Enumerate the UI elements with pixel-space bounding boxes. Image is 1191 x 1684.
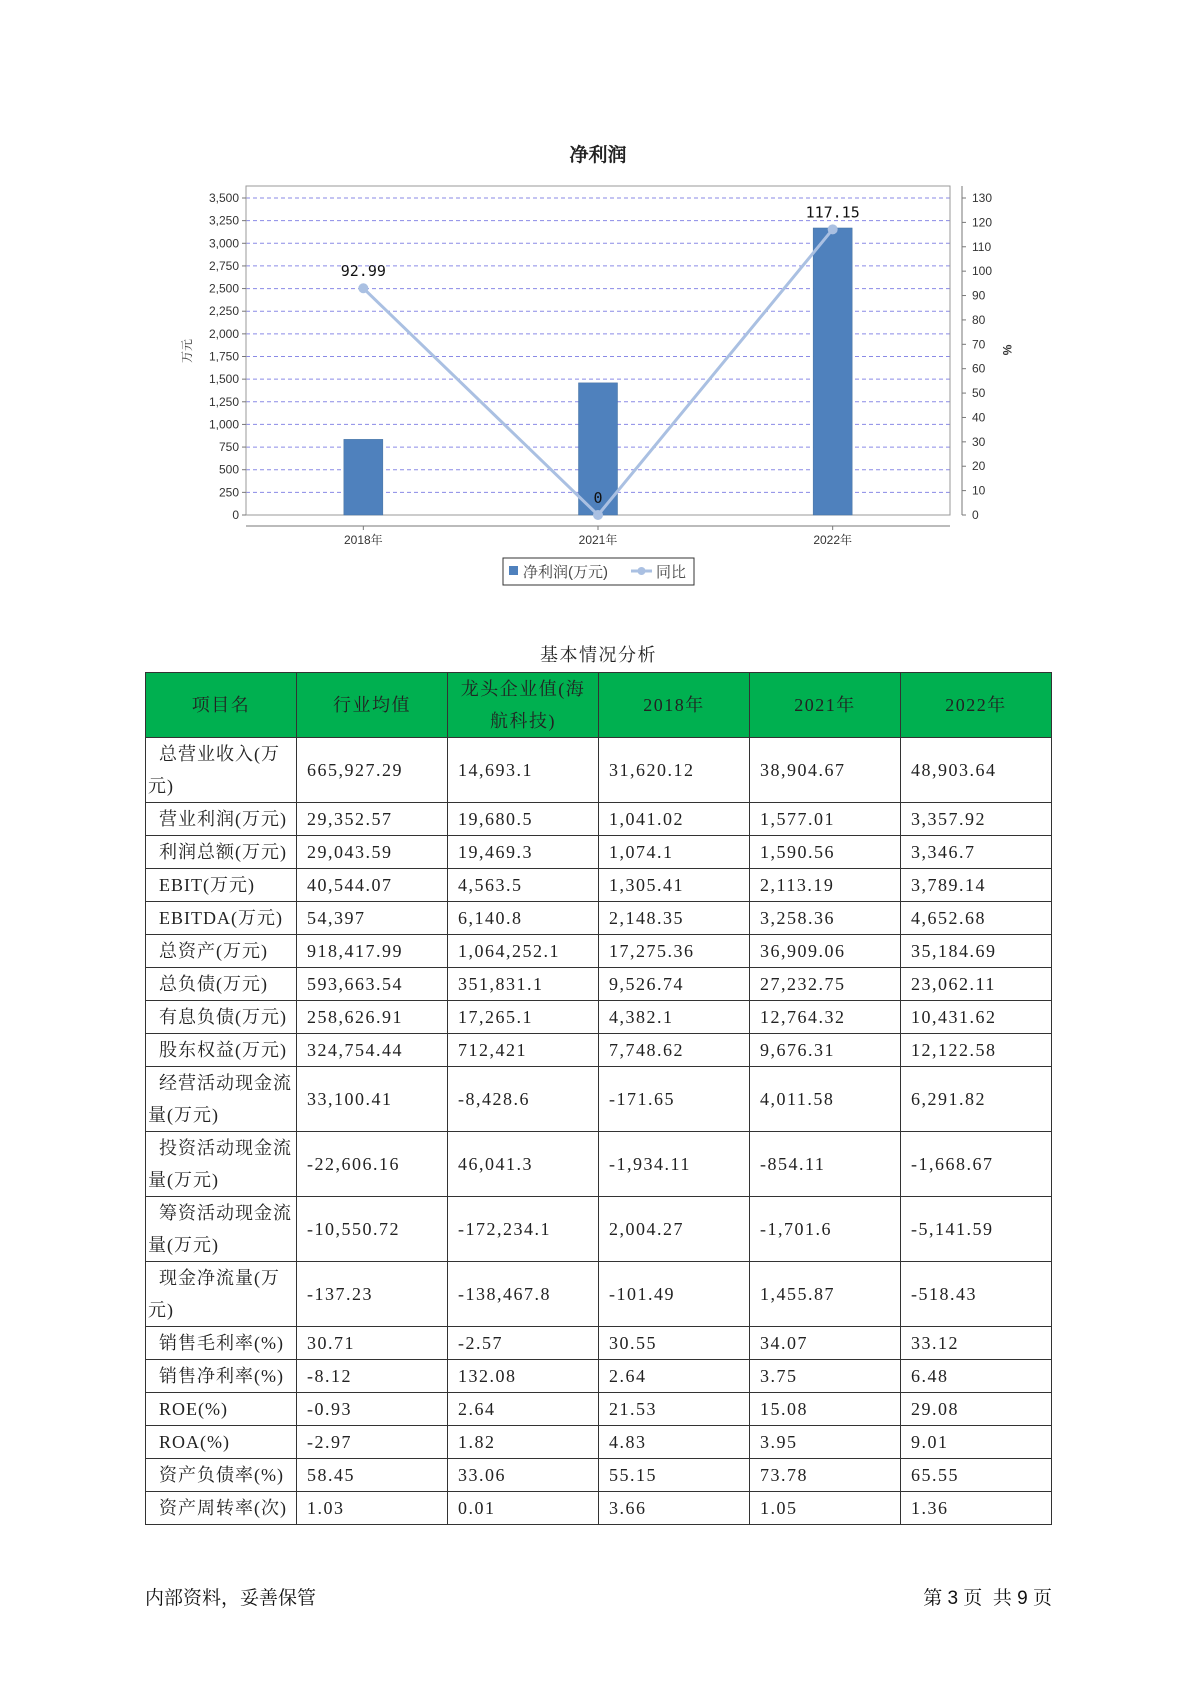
value-cell: 40,544.07 (297, 869, 448, 902)
table-row (146, 902, 1052, 935)
y2-tick-label: 90 (972, 288, 986, 303)
y2-tick-label: 40 (972, 410, 986, 425)
value-cell: 6,140.8 (448, 902, 599, 935)
value-cell: 17,275.36 (599, 935, 750, 968)
value-cell: -2.57 (448, 1327, 599, 1360)
table-row (146, 1426, 1052, 1459)
table-row (146, 1132, 1052, 1197)
legend-bar-swatch (509, 566, 518, 575)
value-cell: 712,421 (448, 1034, 599, 1067)
row-label-cell: ROE(%) (146, 1393, 297, 1426)
value-cell: 33,100.41 (297, 1067, 448, 1132)
value-cell: -1,701.6 (750, 1197, 901, 1262)
row-label-cell: EBITDA(万元) (146, 902, 297, 935)
value-cell: 1,577.01 (750, 803, 901, 836)
net-profit-chart (0, 0, 1191, 600)
value-cell: 3,357.92 (901, 803, 1052, 836)
value-cell: 4.83 (599, 1426, 750, 1459)
y2-tick-label: 30 (972, 434, 986, 449)
value-cell: -101.49 (599, 1262, 750, 1327)
y-tick-label: 3,000 (208, 236, 239, 251)
table-header-cell: 2022年 (901, 673, 1052, 738)
value-cell: -22,606.16 (297, 1132, 448, 1197)
y2-tick-label: 10 (972, 483, 986, 498)
value-cell: 54,397 (297, 902, 448, 935)
row-label-cell: EBIT(万元) (146, 869, 297, 902)
table-header-cell: 龙头企业值(海航科技) (448, 673, 599, 738)
value-cell: 6.48 (901, 1360, 1052, 1393)
value-cell: 3,258.36 (750, 902, 901, 935)
table-row (146, 869, 1052, 902)
basic-analysis-table (145, 672, 1052, 1525)
value-cell: 14,693.1 (448, 738, 599, 803)
value-cell: -1,934.11 (599, 1132, 750, 1197)
value-cell: 6,291.82 (901, 1067, 1052, 1132)
value-cell: 258,626.91 (297, 1001, 448, 1034)
value-cell: 0.01 (448, 1492, 599, 1525)
value-cell: -854.11 (750, 1132, 901, 1197)
y-tick-label: 2,500 (208, 281, 239, 296)
table-row (146, 1393, 1052, 1426)
y-tick-label: 750 (218, 440, 239, 455)
value-cell: -0.93 (297, 1393, 448, 1426)
row-label-cell: 总负债(万元) (146, 968, 297, 1001)
y-tick-label: 2,750 (208, 258, 239, 273)
value-cell: 4,011.58 (750, 1067, 901, 1132)
y2-tick-label: 80 (972, 312, 986, 327)
value-cell: 4,382.1 (599, 1001, 750, 1034)
value-cell: 3,789.14 (901, 869, 1052, 902)
value-cell: 7,748.62 (599, 1034, 750, 1067)
value-cell: 65.55 (901, 1459, 1052, 1492)
y2-tick-label: 110 (972, 239, 992, 254)
value-cell: 21.53 (599, 1393, 750, 1426)
value-cell: 30.71 (297, 1327, 448, 1360)
value-cell: -172,234.1 (448, 1197, 599, 1262)
value-cell: 31,620.12 (599, 738, 750, 803)
table-header-cell: 2018年 (599, 673, 750, 738)
value-cell: 1.05 (750, 1492, 901, 1525)
y-tick-label: 1,250 (208, 394, 239, 409)
value-cell: 1,305.41 (599, 869, 750, 902)
value-cell: 19,680.5 (448, 803, 599, 836)
line-marker (358, 283, 368, 293)
row-label-cell: 销售毛利率(%) (146, 1327, 297, 1360)
value-cell: 2,148.35 (599, 902, 750, 935)
value-cell: 12,122.58 (901, 1034, 1052, 1067)
y2-axis-title: % (1000, 344, 1014, 356)
value-cell: 9,526.74 (599, 968, 750, 1001)
row-label-cell: 资产负债率(%) (146, 1459, 297, 1492)
x-tick-label: 2021年 (578, 533, 618, 547)
value-cell: 33.12 (901, 1327, 1052, 1360)
legend-label-yoy: 同比 (656, 564, 687, 581)
value-cell: 2.64 (599, 1360, 750, 1393)
row-label-cell: 投资活动现金流量(万元) (146, 1132, 297, 1197)
table-row (146, 1360, 1052, 1393)
value-cell: 12,764.32 (750, 1001, 901, 1034)
value-cell: -171.65 (599, 1067, 750, 1132)
table-row (146, 1197, 1052, 1262)
value-cell: 2,113.19 (750, 869, 901, 902)
value-cell: 29,352.57 (297, 803, 448, 836)
value-cell: 1,064,252.1 (448, 935, 599, 968)
row-label-cell: 现金净流量(万元) (146, 1262, 297, 1327)
value-cell: 55.15 (599, 1459, 750, 1492)
value-cell: 23,062.11 (901, 968, 1052, 1001)
x-tick-label: 2018年 (343, 533, 383, 547)
value-cell: 36,909.06 (750, 935, 901, 968)
table-row (146, 935, 1052, 968)
row-label-cell: 股东权益(万元) (146, 1034, 297, 1067)
table-row (146, 968, 1052, 1001)
row-label-cell: 筹资活动现金流量(万元) (146, 1197, 297, 1262)
value-cell: 48,903.64 (901, 738, 1052, 803)
table-row (146, 1492, 1052, 1525)
value-cell: 46,041.3 (448, 1132, 599, 1197)
value-cell: 665,927.29 (297, 738, 448, 803)
value-cell: -8.12 (297, 1360, 448, 1393)
table-row (146, 836, 1052, 869)
value-cell: 10,431.62 (901, 1001, 1052, 1034)
y-axis-title: 万元 (180, 338, 194, 364)
value-cell: 1.82 (448, 1426, 599, 1459)
value-cell: 9.01 (901, 1426, 1052, 1459)
row-label-cell: 总营业收入(万元) (146, 738, 297, 803)
row-label-cell: 营业利润(万元) (146, 803, 297, 836)
row-label-cell: 经营活动现金流量(万元) (146, 1067, 297, 1132)
table-header-row (146, 673, 1052, 738)
table-title: 基本情况分析 (540, 645, 657, 665)
value-cell: 3,346.7 (901, 836, 1052, 869)
value-cell: -10,550.72 (297, 1197, 448, 1262)
value-cell: 351,831.1 (448, 968, 599, 1001)
value-cell: 27,232.75 (750, 968, 901, 1001)
table-row (146, 1067, 1052, 1132)
y2-tick-label: 120 (972, 215, 993, 230)
value-cell: 918,417.99 (297, 935, 448, 968)
value-cell: 1,590.56 (750, 836, 901, 869)
value-cell: -2.97 (297, 1426, 448, 1459)
table-body (146, 738, 1052, 1525)
value-cell: 19,469.3 (448, 836, 599, 869)
y-tick-label: 2,250 (208, 304, 239, 319)
y-tick-label: 1,750 (208, 349, 239, 364)
value-cell: 1.36 (901, 1492, 1052, 1525)
table-row (146, 1001, 1052, 1034)
value-cell: 17,265.1 (448, 1001, 599, 1034)
value-cell: -8,428.6 (448, 1067, 599, 1132)
y2-tick-label: 60 (972, 361, 986, 376)
table-row (146, 1034, 1052, 1067)
y-tick-label: 0 (232, 508, 239, 522)
y2-tick-label: 70 (972, 337, 986, 352)
data-label: 117.15 (805, 203, 860, 222)
value-cell: 1,041.02 (599, 803, 750, 836)
table-header-cell: 2021年 (750, 673, 901, 738)
y-tick-label: 250 (218, 485, 239, 500)
value-cell: 58.45 (297, 1459, 448, 1492)
value-cell: 29,043.59 (297, 836, 448, 869)
value-cell: -518.43 (901, 1262, 1052, 1327)
row-label-cell: 利润总额(万元) (146, 836, 297, 869)
row-label-cell: 资产周转率(次) (146, 1492, 297, 1525)
data-label: 92.99 (340, 262, 386, 281)
y2-tick-label: 130 (972, 191, 993, 205)
table-row (146, 1459, 1052, 1492)
y-tick-label: 500 (218, 462, 239, 477)
footer-page-number: 第 3 页 共 9 页 (923, 1588, 1052, 1609)
value-cell: -138,467.8 (448, 1262, 599, 1327)
value-cell: 2,004.27 (599, 1197, 750, 1262)
value-cell: 9,676.31 (750, 1034, 901, 1067)
value-cell: 2.64 (448, 1393, 599, 1426)
value-cell: 33.06 (448, 1459, 599, 1492)
table-row (146, 1262, 1052, 1327)
table-header (146, 673, 1052, 738)
legend-label-net-profit: 净利润(万元) (523, 564, 608, 581)
y2-tick-label: 100 (972, 264, 993, 279)
y2-tick-label: 50 (972, 386, 986, 401)
row-label-cell: 总资产(万元) (146, 935, 297, 968)
y-tick-label: 3,500 (208, 191, 239, 205)
table-row (146, 1327, 1052, 1360)
y2-tick-label: 20 (972, 459, 986, 474)
value-cell: 1,455.87 (750, 1262, 901, 1327)
value-cell: 324,754.44 (297, 1034, 448, 1067)
value-cell: -1,668.67 (901, 1132, 1052, 1197)
bar (344, 439, 383, 515)
x-tick-label: 2022年 (813, 533, 853, 547)
y2-tick-label: 0 (972, 508, 979, 522)
value-cell: -137.23 (297, 1262, 448, 1327)
value-cell: 29.08 (901, 1393, 1052, 1426)
line-marker (828, 224, 838, 234)
row-label-cell: 有息负债(万元) (146, 1001, 297, 1034)
y-tick-label: 2,000 (208, 326, 239, 341)
value-cell: 35,184.69 (901, 935, 1052, 968)
row-label-cell: ROA(%) (146, 1426, 297, 1459)
value-cell: 34.07 (750, 1327, 901, 1360)
value-cell: 1,074.1 (599, 836, 750, 869)
data-label: 0 (593, 489, 603, 507)
y-tick-label: 1,000 (208, 417, 239, 432)
value-cell: 30.55 (599, 1327, 750, 1360)
value-cell: 73.78 (750, 1459, 901, 1492)
value-cell: 4,563.5 (448, 869, 599, 902)
value-cell: 38,904.67 (750, 738, 901, 803)
legend-line-marker (638, 567, 646, 575)
table-header-cell: 项目名 (146, 673, 297, 738)
bar (813, 228, 852, 515)
value-cell: 1.03 (297, 1492, 448, 1525)
value-cell: 4,652.68 (901, 902, 1052, 935)
value-cell: 3.66 (599, 1492, 750, 1525)
value-cell: 15.08 (750, 1393, 901, 1426)
line-marker (593, 510, 603, 520)
table-header-cell: 行业均值 (297, 673, 448, 738)
table-row (146, 803, 1052, 836)
chart-title: 净利润 (569, 145, 627, 166)
footer-confidential-note: 内部资料，妥善保管 (145, 1588, 317, 1609)
y-tick-label: 3,250 (208, 213, 239, 228)
value-cell: 132.08 (448, 1360, 599, 1393)
row-label-cell: 销售净利率(%) (146, 1360, 297, 1393)
value-cell: 3.75 (750, 1360, 901, 1393)
value-cell: 3.95 (750, 1426, 901, 1459)
value-cell: -5,141.59 (901, 1197, 1052, 1262)
table-row (146, 738, 1052, 803)
y-tick-label: 1,500 (208, 372, 239, 387)
value-cell: 593,663.54 (297, 968, 448, 1001)
